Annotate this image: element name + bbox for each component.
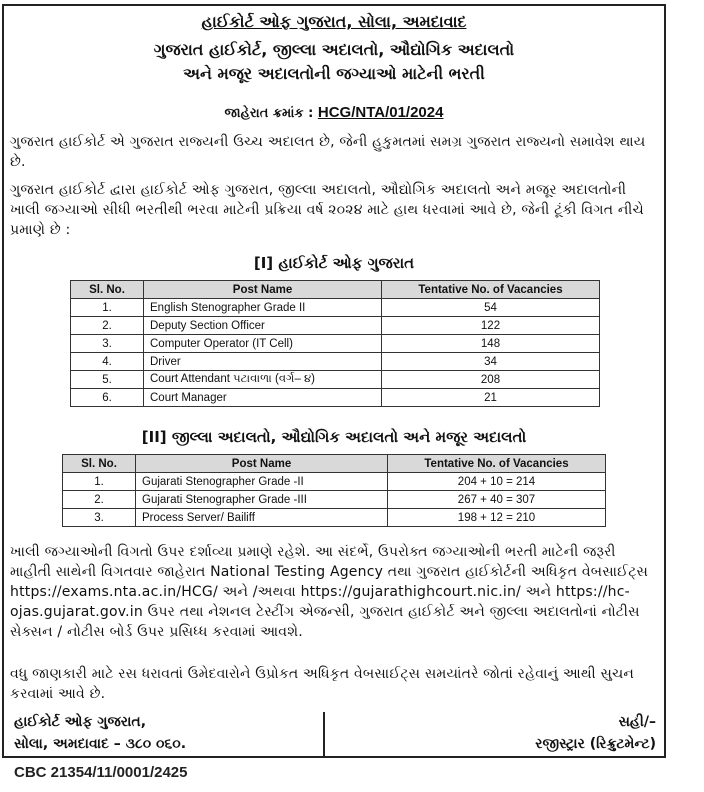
cell-vacancy: 54 <box>382 299 600 317</box>
col-vacancies: Tentative No. of Vacancies <box>388 455 606 473</box>
cell-sl: 3. <box>71 335 144 353</box>
table-row <box>71 371 600 389</box>
footer-office-line-2: સોલા, અમદાવાદ – ૩૮૦ ૦૬૦. <box>14 736 187 752</box>
cell-post: Driver <box>144 353 382 371</box>
cell-vacancy: 204 + 10 = 214 <box>388 473 606 491</box>
cell-post: Gujarati Stenographer Grade -III <box>136 491 388 509</box>
table-row <box>63 509 606 527</box>
cell-sl: 4. <box>71 353 144 371</box>
table-row <box>71 317 600 335</box>
col-post-name: Post Name <box>136 455 388 473</box>
table-row <box>71 389 600 407</box>
cell-sl: 2. <box>63 491 136 509</box>
footer-signature: સહી/– <box>618 714 656 730</box>
intro-paragraph-1: ગુજરાત હાઈકોર્ટ એ ગુજરાત રાજ્યની ઉચ્ચ અદાલત છે, જેની હુકુમતમાં સમગ્ર ગુજરાત રાજ્યનો સમાવેશ થાય છે. <box>10 134 646 170</box>
high-court-vacancy-table <box>70 280 600 407</box>
col-sl-no: Sl. No. <box>71 281 144 299</box>
table-row <box>71 299 600 317</box>
cell-vacancy: 267 + 40 = 307 <box>388 491 606 509</box>
cell-vacancy: 34 <box>382 353 600 371</box>
cell-post: Court Attendant પટાવાળા (વર્ગ– ૪) <box>144 371 382 389</box>
cell-sl: 5. <box>71 371 144 389</box>
table-row <box>63 491 606 509</box>
cell-post: Deputy Section Officer <box>144 317 382 335</box>
cell-sl: 3. <box>63 509 136 527</box>
notice-heading: હાઈકોર્ટ ઓફ ગુજરાત, સોલા, અમદાવાદ <box>201 12 467 31</box>
advice-paragraph: વધુ જાણકારી માટે રસ ધરાવતાં ઉમેદવારોને ઉપ્રોકત અધિકૃત વેબસાઈટ્સ સમયાંતરે જોતાં રહેવાનું આથી સુચન કરવામાં આવે છે. <box>10 666 635 702</box>
section-2-title: [II] જીલ્લા અદાલતો, ઔદ્યોગિક અદાલતો અને મજૂર અદાલતો <box>141 428 527 446</box>
details-paragraph: ખાલી જગ્યાઓની વિગતો ઉપર દર્શાવ્યા પ્રમાણે રહેશે. આ સંદર્ભે, ઉપરોક્ત જગ્યાઓની ભરતી માટેની જરૂરી માહીતી સાથેની વિગતવાર જાહેરાત National Testing Agency તથા ગુજરાત હાઈકોર્ટની અધિકૃત વેબસાઈટ્સ https://exams.nta.ac.in/HCG/ અને /અથવા https://gujarathighcourt.nic.in/ અને https://hc-ojas.gujarat.gov.in ઉપર તથા નેશનલ ટેસ્ટીંગ એજન્સી, ગુજરાત હાઈકોર્ટ અને જીલ્લા અદાલતોનાં નોટીસ સેક્સન / નોટીસ બોર્ડ ઉપર પ્રસિધ્ધ કરવામાં આવશે. <box>10 544 649 640</box>
footer-registrar: રજીસ્ટ્રાર (રિક્રુટમેન્ટ) <box>535 736 656 752</box>
table-header-row <box>71 281 600 299</box>
notice-subheading-2: અને મજૂર અદાલતોની જગ્યાઓ માટેની ભરતી <box>183 64 485 83</box>
cell-sl: 1. <box>63 473 136 491</box>
cell-vacancy: 208 <box>382 371 600 389</box>
notice-subheading-1: ગુજરાત હાઈકોર્ટ, જીલ્લા અદાલતો, ઔદ્યોગિક અદાલતો <box>153 40 515 59</box>
cbc-reference: CBC 21354/11/0001/2425 <box>14 764 188 781</box>
cell-sl: 1. <box>71 299 144 317</box>
cell-post: English Stenographer Grade II <box>144 299 382 317</box>
advertisement-label: જાહેરાત ક્રમાંક : <box>224 106 314 121</box>
footer-divider <box>323 712 325 756</box>
cell-post: Court Manager <box>144 389 382 407</box>
cell-vacancy: 198 + 12 = 210 <box>388 509 606 527</box>
cell-sl: 6. <box>71 389 144 407</box>
intro-paragraph-2: ગુજરાત હાઈકોર્ટ દ્વારા હાઈકોર્ટ ઓફ ગુજરાત, જીલ્લા અદાલતો, ઔદ્યોગિક અદાલતો અને મજૂર અદાલતોની ખાલી જગ્યાઓ સીધી ભરતીથી ભરવા માટેની પ્રક્રિયા વર્ષ ૨૦૨૪ માટે હાથ ધરવામાં આવે છે, જેની ટૂંકી વિગત નીચે પ્રમાણે છે : <box>10 182 644 238</box>
cell-sl: 2. <box>71 317 144 335</box>
advertisement-number <box>0 104 668 121</box>
table-row <box>71 335 600 353</box>
cell-post: Computer Operator (IT Cell) <box>144 335 382 353</box>
cell-post: Process Server/ Bailiff <box>136 509 388 527</box>
section-1-title: [I] હાઈકોર્ટ ઓફ ગુજરાત <box>253 254 415 272</box>
table-row <box>71 353 600 371</box>
cell-post: Gujarati Stenographer Grade -II <box>136 473 388 491</box>
table-row <box>63 473 606 491</box>
col-sl-no: Sl. No. <box>63 455 136 473</box>
advertisement-code: HCG/NTA/01/2024 <box>317 104 444 121</box>
cell-vacancy: 21 <box>382 389 600 407</box>
cell-vacancy: 148 <box>382 335 600 353</box>
col-vacancies: Tentative No. of Vacancies <box>382 281 600 299</box>
footer-office-line-1: હાઈકોર્ટ ઓફ ગુજરાત, <box>14 714 147 730</box>
cell-vacancy: 122 <box>382 317 600 335</box>
table-header-row <box>63 455 606 473</box>
district-court-vacancy-table <box>62 454 606 527</box>
col-post-name: Post Name <box>144 281 382 299</box>
